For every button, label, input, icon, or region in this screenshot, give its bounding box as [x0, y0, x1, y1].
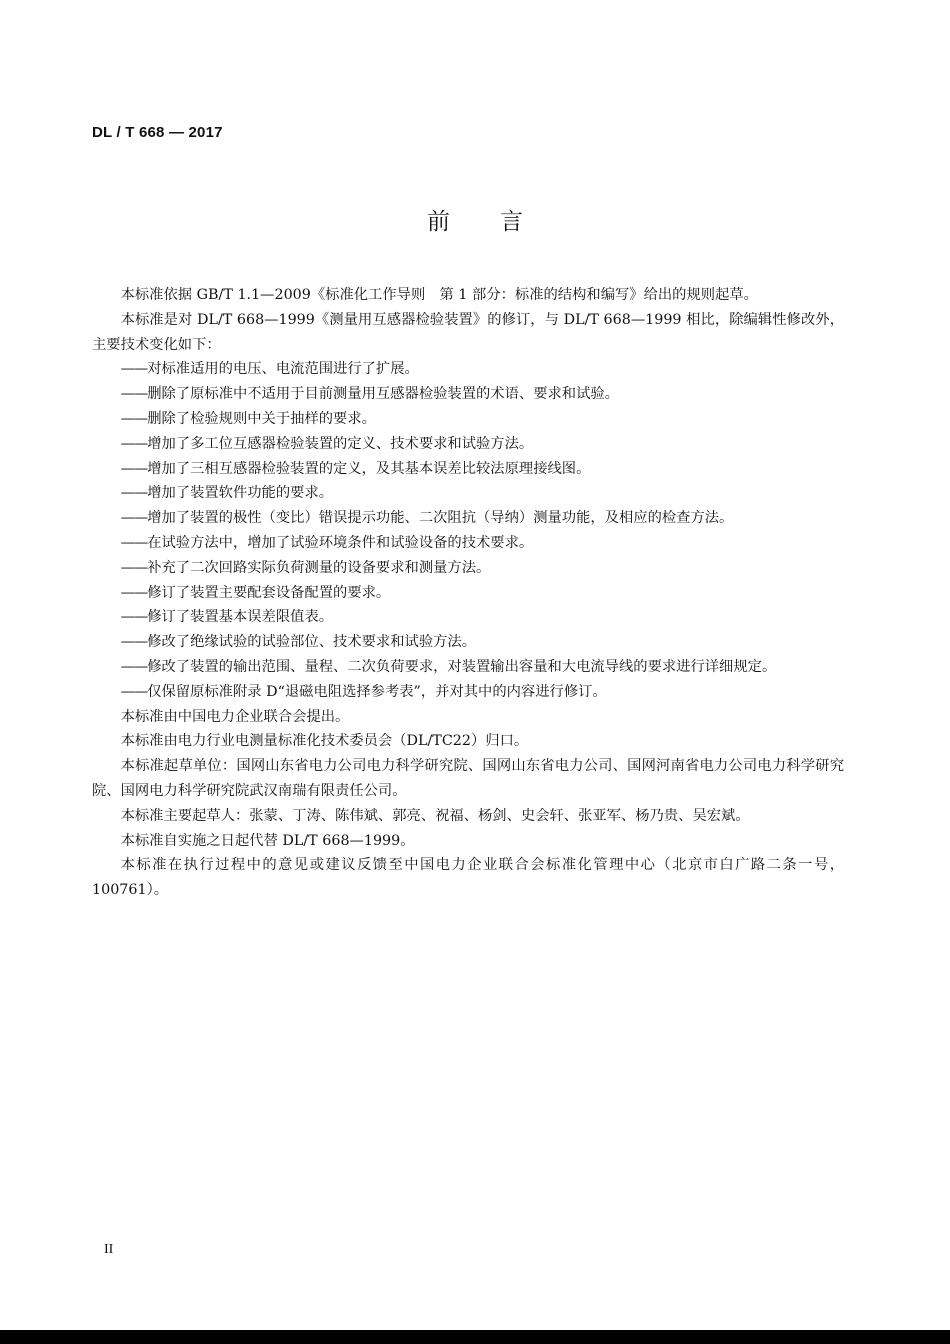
list-item — [92, 506, 844, 531]
dash-marker: —— — [120, 609, 148, 626]
dash-marker: —— — [120, 361, 148, 378]
foreword-body — [92, 283, 844, 903]
list-item — [92, 605, 844, 630]
list-item-text: 修订了装置主要配套设备配置的要求。 — [147, 584, 391, 601]
dash-marker: —— — [120, 658, 148, 675]
page-title: 前言 — [427, 209, 573, 235]
list-item — [92, 680, 844, 705]
list-item-text: 删除了检验规则中关于抽样的要求。 — [147, 410, 376, 427]
list-item — [92, 531, 844, 556]
list-item — [92, 481, 844, 506]
intro-paragraph-revision: 本标准是对 DL/T 668—1999《测量用互感器检验装置》的修订，与 DL/T 668—1999 相比，除编辑性修改外，主要技术变化如下： — [92, 311, 844, 353]
list-item — [92, 655, 844, 680]
list-item-text: 删除了原标准中不适用于目前测量用互感器检验装置的术语、要求和试验。 — [147, 386, 619, 403]
dash-marker: —— — [120, 410, 148, 427]
dash-marker: —— — [120, 559, 148, 576]
list-item — [92, 556, 844, 581]
dash-marker: —— — [120, 435, 148, 452]
bottom-border — [0, 1330, 950, 1344]
intro-paragraph-basis: 本标准依据 GB/T 1.1—2009《标准化工作导则 第 1 部分：标准的结构和编写》给出的规则起草。 — [120, 287, 758, 303]
list-item-text: 仅保留原标准附录 D“退磁电阻选择参考表”，并对其中的内容进行修订。 — [147, 683, 607, 700]
list-item-text: 修改了装置的输出范围、量程、二次负荷要求，对装置输出容量和大电流导线的要求进行详细规定。 — [147, 658, 777, 675]
technical-changes-list — [92, 357, 844, 704]
list-item-text: 增加了多工位互感器检验装置的定义、技术要求和试验方法。 — [147, 435, 534, 452]
list-item — [92, 432, 844, 457]
drafters-paragraph: 本标准主要起草人：张蒙、丁涛、陈伟斌、郭亮、祝福、杨剑、史会轩、张亚军、杨乃贵、吴宏斌。 — [120, 807, 750, 824]
drafting-units-paragraph: 本标准起草单位：国网山东省电力公司电力科学研究院、国网山东省电力公司、国网河南省电力公司电力科学研究院、国网电力科学研究院武汉南瑞有限责任公司。 — [92, 758, 844, 799]
list-item — [92, 407, 844, 432]
list-item-text: 修订了装置基本误差限值表。 — [147, 609, 334, 626]
list-item — [92, 357, 844, 382]
replacement-paragraph: 本标准自实施之日起代替 DL/T 668—1999。 — [120, 832, 415, 849]
dash-marker: —— — [120, 510, 148, 527]
list-item-text: 增加了三相互感器检验装置的定义，及其基本误差比较法原理接线图。 — [147, 460, 591, 477]
list-item — [92, 630, 844, 655]
dash-marker: —— — [120, 534, 148, 551]
list-item — [92, 457, 844, 482]
list-item-text: 增加了装置的极性（变比）错误提示功能、二次阻抗（导纳）测量功能，及相应的检查方法。 — [147, 510, 734, 527]
document-code: DL / T 668 — 2017 — [92, 124, 223, 141]
dash-marker: —— — [120, 584, 148, 601]
list-item-text: 在试验方法中，增加了试验环境条件和试验设备的技术要求。 — [147, 534, 534, 551]
committee-paragraph: 本标准由电力行业电测量标准化技术委员会（DL/TC22）归口。 — [120, 733, 529, 750]
list-item-text: 对标准适用的电压、电流范围进行了扩展。 — [147, 361, 419, 378]
proposer-paragraph: 本标准由中国电力企业联合会提出。 — [120, 708, 350, 725]
page-number: II — [104, 1242, 114, 1257]
dash-marker: —— — [120, 634, 148, 651]
list-item — [92, 581, 844, 606]
list-item-text: 增加了装置软件功能的要求。 — [147, 485, 334, 502]
dash-marker: —— — [120, 460, 148, 477]
dash-marker: —— — [120, 683, 148, 700]
dash-marker: —— — [120, 386, 148, 403]
list-item-text: 修改了绝缘试验的试验部位、技术要求和试验方法。 — [147, 634, 477, 651]
list-item — [92, 382, 844, 407]
dash-marker: —— — [120, 485, 148, 502]
feedback-paragraph: 本标准在执行过程中的意见或建议反馈至中国电力企业联合会标准化管理中心（北京市白广路二条一号，100761）。 — [92, 857, 844, 899]
list-item-text: 补充了二次回路实际负荷测量的设备要求和测量方法。 — [147, 559, 491, 576]
